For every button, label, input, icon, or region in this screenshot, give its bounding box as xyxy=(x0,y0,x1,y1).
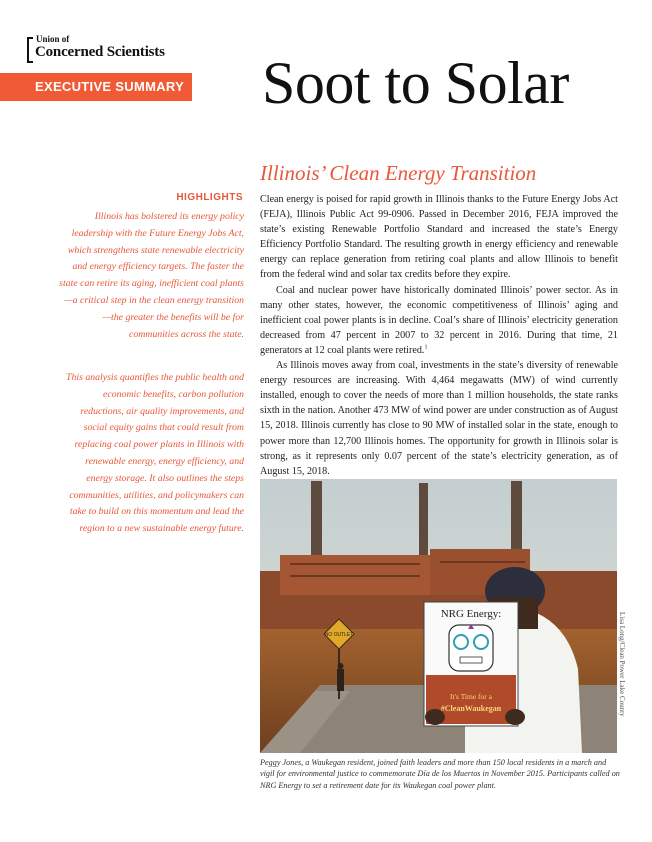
ucs-logo xyxy=(27,35,197,61)
right-hand xyxy=(505,709,525,725)
highlights-paragraph-1: Illinois has bolstered its energy policy leadership with the Future Energy Jobs Act, which strengthens state renewable electricity and energy efficiency targets. The faster the state can retire its aging, inefficient coal plants—a critical step in the clean energy transition—the greater the benefits will be for communities across the state. xyxy=(59,211,244,340)
footnote-ref: 1 xyxy=(424,344,428,351)
logo-line-2: Concerned Scientists xyxy=(35,44,165,60)
sign-line-2: #CleanWaukegan xyxy=(440,704,502,713)
body-paragraph-2-text: Coal and nuclear power have historically dominated Illinois’ power sector. As in many other states, however, the economic competitiveness of Illinois’ aging and inefficient coal power plants is in decline. Coal’s share of Illinois’ electricity generation decreased from 47 percent in 2007 to 32 percent in 2016. During that time, 21 generators at 12 coal plants were retired. xyxy=(260,284,618,356)
photo-credit-text: Lisa Long/Clean Power Lake County xyxy=(618,612,626,717)
photo-credit xyxy=(616,612,628,752)
smokestack-2 xyxy=(419,483,428,563)
document-title: Soot to Solar xyxy=(262,50,569,116)
left-hand xyxy=(425,709,445,725)
smokestack-1 xyxy=(311,481,322,567)
photo-illustration xyxy=(260,479,617,753)
body-paragraph-3: As Illinois moves away from coal, investments in the state’s diversity of renewable energy resources are increasing. With 4,464 megawatts (MW) of wind currently installed, enough to cover the needs of more than 1 million households, the state ranks sixth in the nation. Another 473 MW of wind power are under construction as of August 15, 2018. Illinois currently has close to 90 MW of installed solar in the state, enough to power more than 12,700 Illinois homes. The opportunity for growth in Illinois solar is strong, as it represents only 0.07 percent of the state’s electricity generation, as of August 15, 2018. xyxy=(260,360,618,477)
photo-caption: Peggy Jones, a Waukegan resident, joined faith leaders and more than 150 local residents in a march and vigil for environmental justice to commemorate Día de los Muertos in November 2015. Participants called on NRG Energy to set a retirement date for its Waukegan coal power plant. xyxy=(260,758,620,790)
executive-summary-banner xyxy=(0,73,192,101)
road-sign-text: NO OUTLET xyxy=(324,632,354,638)
sign-line-1: It's Time for a xyxy=(450,692,492,701)
coal-plant-photo xyxy=(260,479,617,753)
highlights-heading: HIGHLIGHTS xyxy=(176,192,243,203)
body-paragraph-1: Clean energy is poised for rapid growth in Illinois thanks to the Future Energy Jobs Act (FEJA), Illinois Public Act 99-0906. Passed in December 2016, FEJA improved the state’s existing Renewable Portfolio Standard and increased the state’s Energy Efficiency Portfolio Standard. The resulting growth in energy efficiency and renewable energy can replace generation from retiring coal plants and allow Illinois to benefit from the federal wind and solar tax credits before they expire. xyxy=(260,194,618,281)
banner-label: EXECUTIVE SUMMARY xyxy=(35,79,185,94)
sugar-skull-icon xyxy=(449,625,493,671)
distant-person xyxy=(337,669,344,691)
body-text xyxy=(260,192,618,479)
logo-bracket xyxy=(27,37,33,63)
logo-line-1: Union of xyxy=(36,34,70,44)
highlights-paragraph-2: This analysis quantifies the public health and economic benefits, carbon pollution reductions, air quality improvements, and social equity gains that could result from replacing coal power plants in Illinois with renewable energy, energy efficiency, and energy storage. It also outlines the steps communities, utilities, and policymakers can take to build on this momentum and lead the region to a new sustainable energy future. xyxy=(66,372,244,535)
section-heading: Illinois’ Clean Energy Transition xyxy=(260,161,537,185)
sign-title: NRG Energy: xyxy=(440,608,502,620)
body-paragraph-2 xyxy=(260,283,618,358)
